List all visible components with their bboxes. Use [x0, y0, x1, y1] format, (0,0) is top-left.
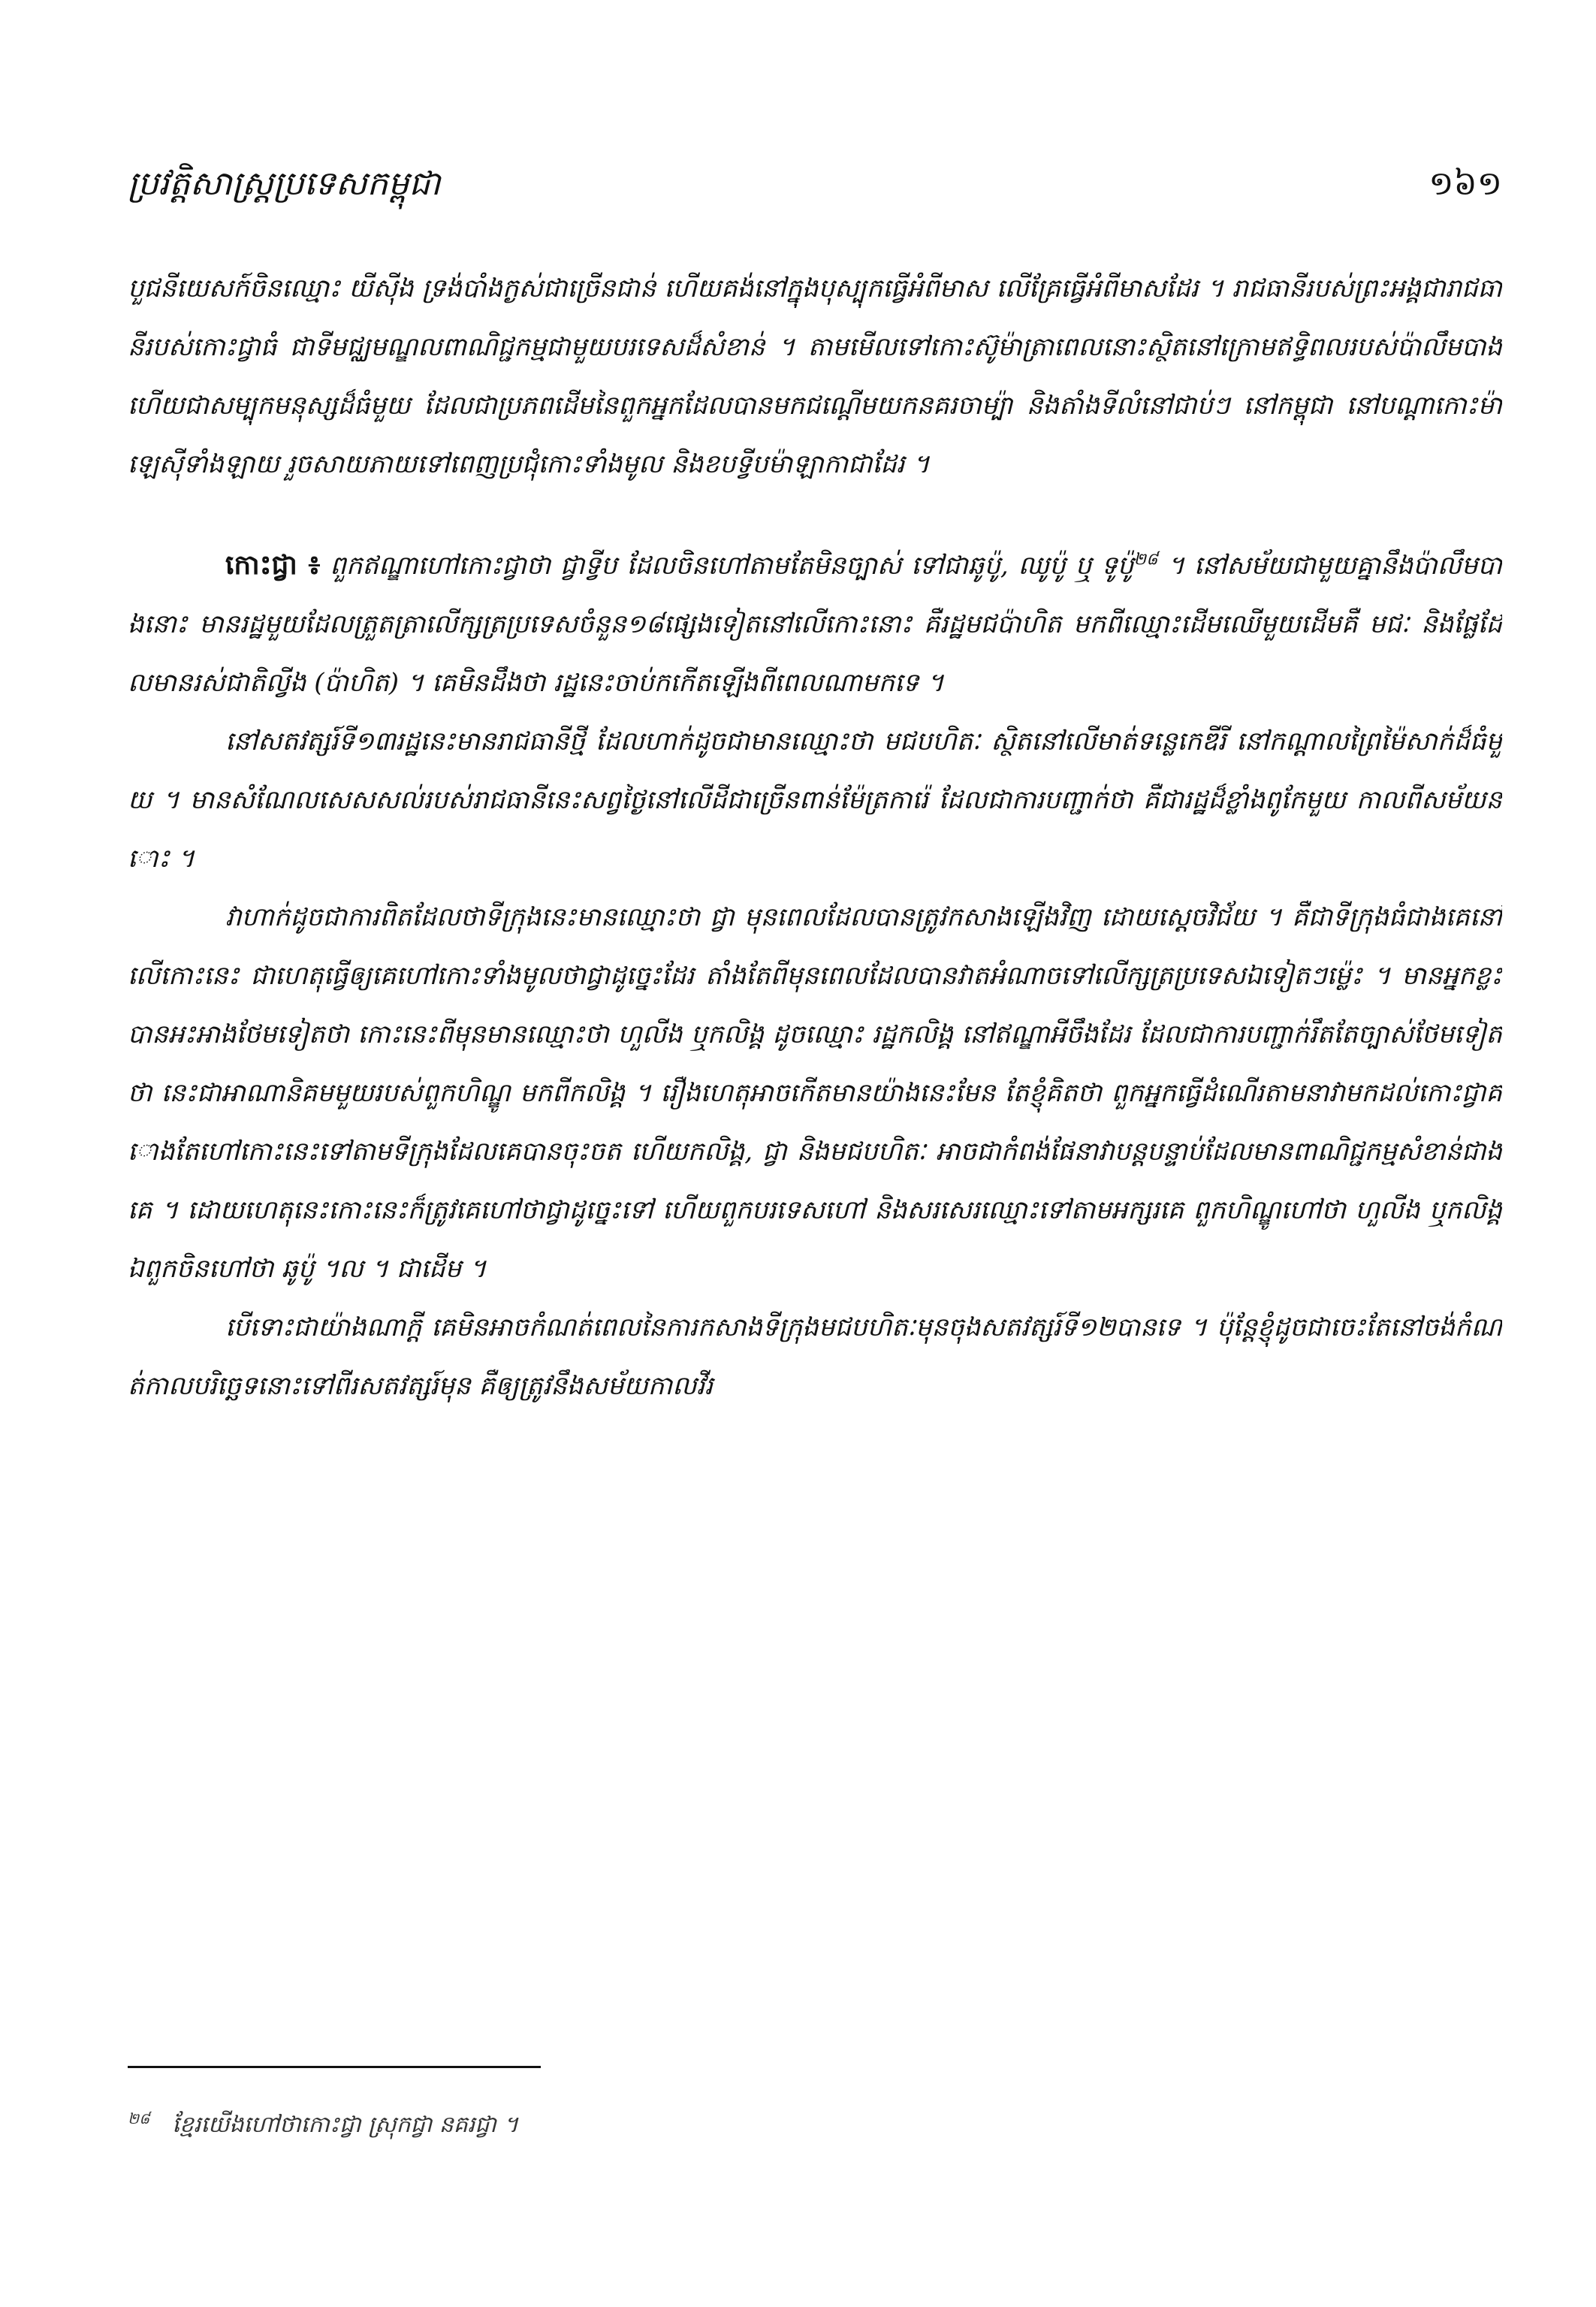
- paragraph-2: [128, 536, 1502, 712]
- paragraph-2-lead: កោះជ្វា ៖: [225, 549, 321, 581]
- footnote-reference[interactable]: ២៨: [1133, 550, 1158, 569]
- paragraph-3: នៅសតវត្សរ៍ទី១៣រដ្ឋនេះមានរាជធានីថ្មី ដែលហាក់ដូចជាមានឈ្មោះថា មជបហិតៈ ស្ថិតនៅលើមាត់ទន្លេកេឌីរី នៅកណ្ដាលព្រៃម៉ៃសាក់ដ៏ធំមួយ ។ មានសំណែលសេសសល់របស់រាជធានីនេះសព្វថ្ងៃនៅលើដីជាច្រើនពាន់ម៉ែត្រការ៉េ ដែលជាការបញ្ជាក់ថា គឺជារដ្ឋដ៏ខ្លាំងពូកែមួយ កាលពីសម័យនោះ ។: [128, 726, 1502, 874]
- body-text: [128, 259, 1502, 1769]
- running-title: ប្រវត្តិសាស្ត្រប្រទេសកម្ពុជា: [128, 165, 441, 203]
- footnote-text: ខ្មែរយើងហៅថាកោះជ្វា ស្រុកជ្វា នគរជ្វា ។: [172, 2112, 519, 2138]
- paragraph-1: បួជនីយេសក៍ចិនឈ្មោះ យីស៊ីង ទ្រង់បាំងក្ងស់ជាច្រើនជាន់ ហើយគង់នៅក្នុងបុស្បុកធ្វើអំពីមាស លើគ្រែធ្វើអំពីមាសដែរ ។ រាជធានីរបស់ព្រះអង្គជារាជធានីរបស់កោះជ្វាធំ ជាទីមជ្ឈមណ្ឌលពាណិជ្ជកម្មជាមួយបរទេសដ៏សំខាន់ ។ តាមមើលទៅកោះស៊ូម៉ាត្រាពេលនោះស្ថិតនៅក្រោមឥទ្ធិពលរបស់ប៉ាលឹមបាង ហើយជាសម្បុកមនុស្សដ៏ធំមួយ ដែលជាប្រភពដើមនៃពួកអ្នកដែលបានមកជណ្តើមយកនគរចាម្ប៉ា និងតាំងទីលំនៅជាប់ៗ នៅកម្ពុជា នៅបណ្ដាកោះម៉ាឡេស៊ីទាំងឡាយ រួចសាយភាយទៅពេញប្រជុំកោះទាំងមូល និងខបទ្វីបម៉ាឡាកាជាដែរ ។: [128, 273, 1502, 479]
- footnote: [128, 2096, 1502, 2148]
- paragraph-5: បើទោះជាយ៉ាងណាក្ដី គេមិនអាចកំណត់ពេលនៃការកសាងទីក្រុងមជបហិតៈមុនចុងសតវត្សរ៍ទី១២បានទេ ។ ប៉ុន្តែខ្ញុំដូចជាចេះតែនៅចង់កំណត់កាលបរិច្ឆេទនោះទៅពីរសតវត្សរ៍មុន គឺឲ្យត្រូវនឹងសម័យកាលវីរ: [128, 1312, 1502, 1401]
- page-header: [128, 158, 1502, 210]
- footnote-number: ២៨: [128, 2109, 150, 2127]
- footnote-divider: [128, 2066, 541, 2068]
- paragraph-2-text: ពួកឥណ្ឌាហៅកោះជ្វាថា ជ្វាទ្វីប ដែលចិនហៅតាមតែមិនច្បាស់ ទៅជាឆូប៉ូ, ឈូប៉ូ ឬ ទូប៉ូ: [330, 551, 1134, 581]
- page-number: ១៦១: [1429, 165, 1502, 203]
- paragraph-2-text-continued: ។ នៅសម័យជាមួយគ្នានឹងប៉ាលឹមបាងនោះ មានរដ្ឋមួយដែលត្រួតត្រាលើក្សត្រប្រទេសចំនួន១៨ផ្សេងទៀតនៅលើកោះនោះ គឺរដ្ឋមជប៉ាហិត មកពីឈ្មោះដើមឈើមួយដើមគឺ មជៈ និងផ្លែដែលមានរស់ជាតិល្វីង (ប៉ាហិត) ។ គេមិនដឹងថា រដ្ឋនេះចាប់កកើតឡើងពីពេលណាមកទេ ។: [128, 551, 1502, 698]
- paragraph-4: វាហាក់ដូចជាការពិតដែលថាទីក្រុងនេះមានឈ្មោះថា ជ្វា មុនពេលដែលបានត្រូវកសាងឡើងវិញ ដោយស្ដេចវិជ័យ ។ គឺជាទីក្រុងធំជាងគេនៅលើកោះនេះ ជាហេតុធ្វើឲ្យគេហៅកោះទាំងមូលថាជ្វាដូច្នេះដែរ តាំងតែពីមុនពេលដែលបានវាតអំណាចទៅលើក្សត្រប្រទេសឯទៀតៗម្ល៉េះ ។ មានអ្នកខ្លះបានអះអាងថែមទៀតថា កោះនេះពីមុនមានឈ្មោះថា ហួលីង ឬកលិង្គ ដូចឈ្មោះ រដ្ឋកលិង្គ នៅឥណ្ឌាអីចឹងដែរ ដែលជាការបញ្ជាក់រឹតតែច្បាស់ថែមទៀតថា នេះជាអាណានិគមមួយរបស់ពួកហិណ្ឌូ មកពីកលិង្គ ។ រឿងហេតុអាចកើតមានយ៉ាងនេះមែន តែខ្ញុំគិតថា ពួកអ្នកធ្វើដំណើរតាមនាវាមកដល់កោះជ្វាគោងតែហៅកោះនេះទៅតាមទីក្រុងដែលគេបានចុះចត ហើយកលិង្គ, ជ្វា និងមជបហិតៈ អាចជាកំពង់ផែនាវាបន្តបន្ទាប់ដែលមានពាណិជ្ជកម្មសំខាន់ជាងគេ ។ ដោយហេតុនេះកោះនេះក៏ត្រូវគេហៅថាជ្វាដូច្នេះទៅ ហើយពួកបរទេសហៅ និងសរសេរឈ្មោះទៅតាមអក្សរគេ ពួកហិណ្ឌូហៅថា ហួលីង ឬកលិង្គ ឯពួកចិនហៅថា ឆូប៉ូ ។ល ។ ជាដើម ។: [128, 902, 1502, 1284]
